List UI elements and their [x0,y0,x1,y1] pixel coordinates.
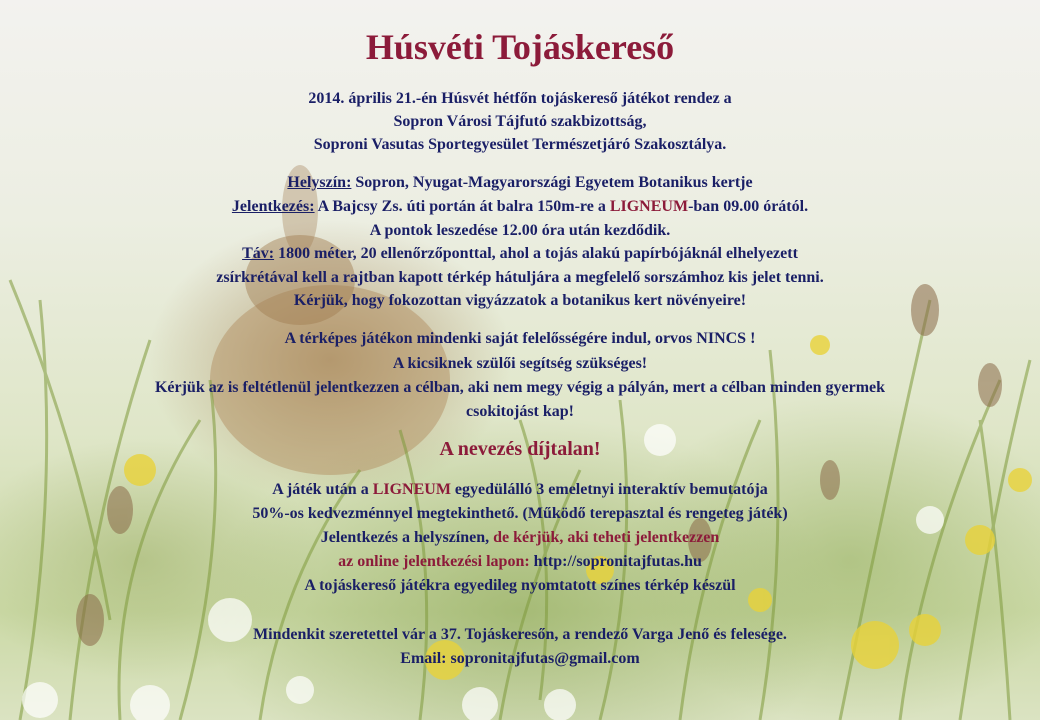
online-request-text: de kérjük, aki teheti jelentkezzen [493,529,720,546]
registration-line [0,198,1040,216]
rules-line: A térképes játékon mindenki saját felelősségére indul, orvos NINCS ! [284,330,756,347]
onsite-registration-line [0,529,1040,547]
rules-line: Kérjük az is feltétlenül jelentkezzen a célban, aki nem megy végig a pályán, mert a célban minden gyermek [154,379,886,396]
crayon-instruction-line: zsírkrétával kell a rajtban kapott térkép hátuljára a megfelelő sorszámhoz kis jelet tenni. [216,269,824,286]
free-entry-notice: A nevezés díjtalan! [439,438,601,460]
intro-line: Sopron Városi Tájfutó szakbizottság, [393,113,647,130]
ligneum-highlight: LIGNEUM [609,198,689,215]
registration-text-post: -ban 09.00 órától. [688,198,809,215]
after-game-line [0,481,1040,499]
onsite-text: Jelentkezés a helyszínen, [320,529,494,546]
page-title: Húsvéti Tojáskereső [365,27,675,67]
registration-text-pre: A Bajcsy Zs. úti portán át balra 150m-re a [314,198,610,215]
location-text: Sopron, Nyugat-Magyarországi Egyetem Botanikus kertje [351,174,753,191]
plant-care-line: Kérjük, hogy fokozottan vigyázzatok a botanikus kert növényeire! [293,292,747,309]
intro-line: 2014. április 21.-én Húsvét hétfőn tojáskereső játékot rendez a [308,90,732,107]
after-text-post: egyedülálló 3 emeletnyi interaktív bemutatója [450,481,768,498]
closing-line: Mindenkit szeretettel vár a 37. Tojáskeresőn, a rendező Varga Jenő és felesége. [253,626,787,643]
location-line [0,174,1040,192]
online-registration-line [0,553,1040,571]
website-link[interactable]: http://sopronitajfutas.hu [529,553,702,570]
registration-label: Jelentkezés: [231,198,315,215]
map-notice-line: A tojáskereső játékra egyedileg nyomtatott színes térkép készül [304,577,736,594]
after-text-pre: A játék után a [272,481,373,498]
rules-line: csokitojást kap! [465,403,574,420]
intro-line: Soproni Vasutas Sportegyesület Természetjáró Szakosztálya. [313,136,727,153]
discount-line: 50%-os kedvezménnyel megtekinthető. (Működő terepasztal és rengeteg játék) [252,505,788,522]
rules-line: A kicsiknek szülői segítség szükséges! [392,355,648,372]
distance-line [0,245,1040,263]
distance-text: 1800 méter, 20 ellenőrzőponttal, ahol a tojás alakú papírbójáknál elhelyezett [274,245,798,262]
online-label: az online jelentkezési lapon: [338,553,530,570]
checkpoint-collection-line: A pontok leszedése 12.00 óra után kezdődik. [369,222,671,239]
email-line[interactable]: Email: sopronitajfutas@gmail.com [400,650,640,667]
location-label: Helyszín: [287,174,352,191]
distance-label: Táv: [242,245,275,262]
ligneum-highlight: LIGNEUM [372,481,451,498]
